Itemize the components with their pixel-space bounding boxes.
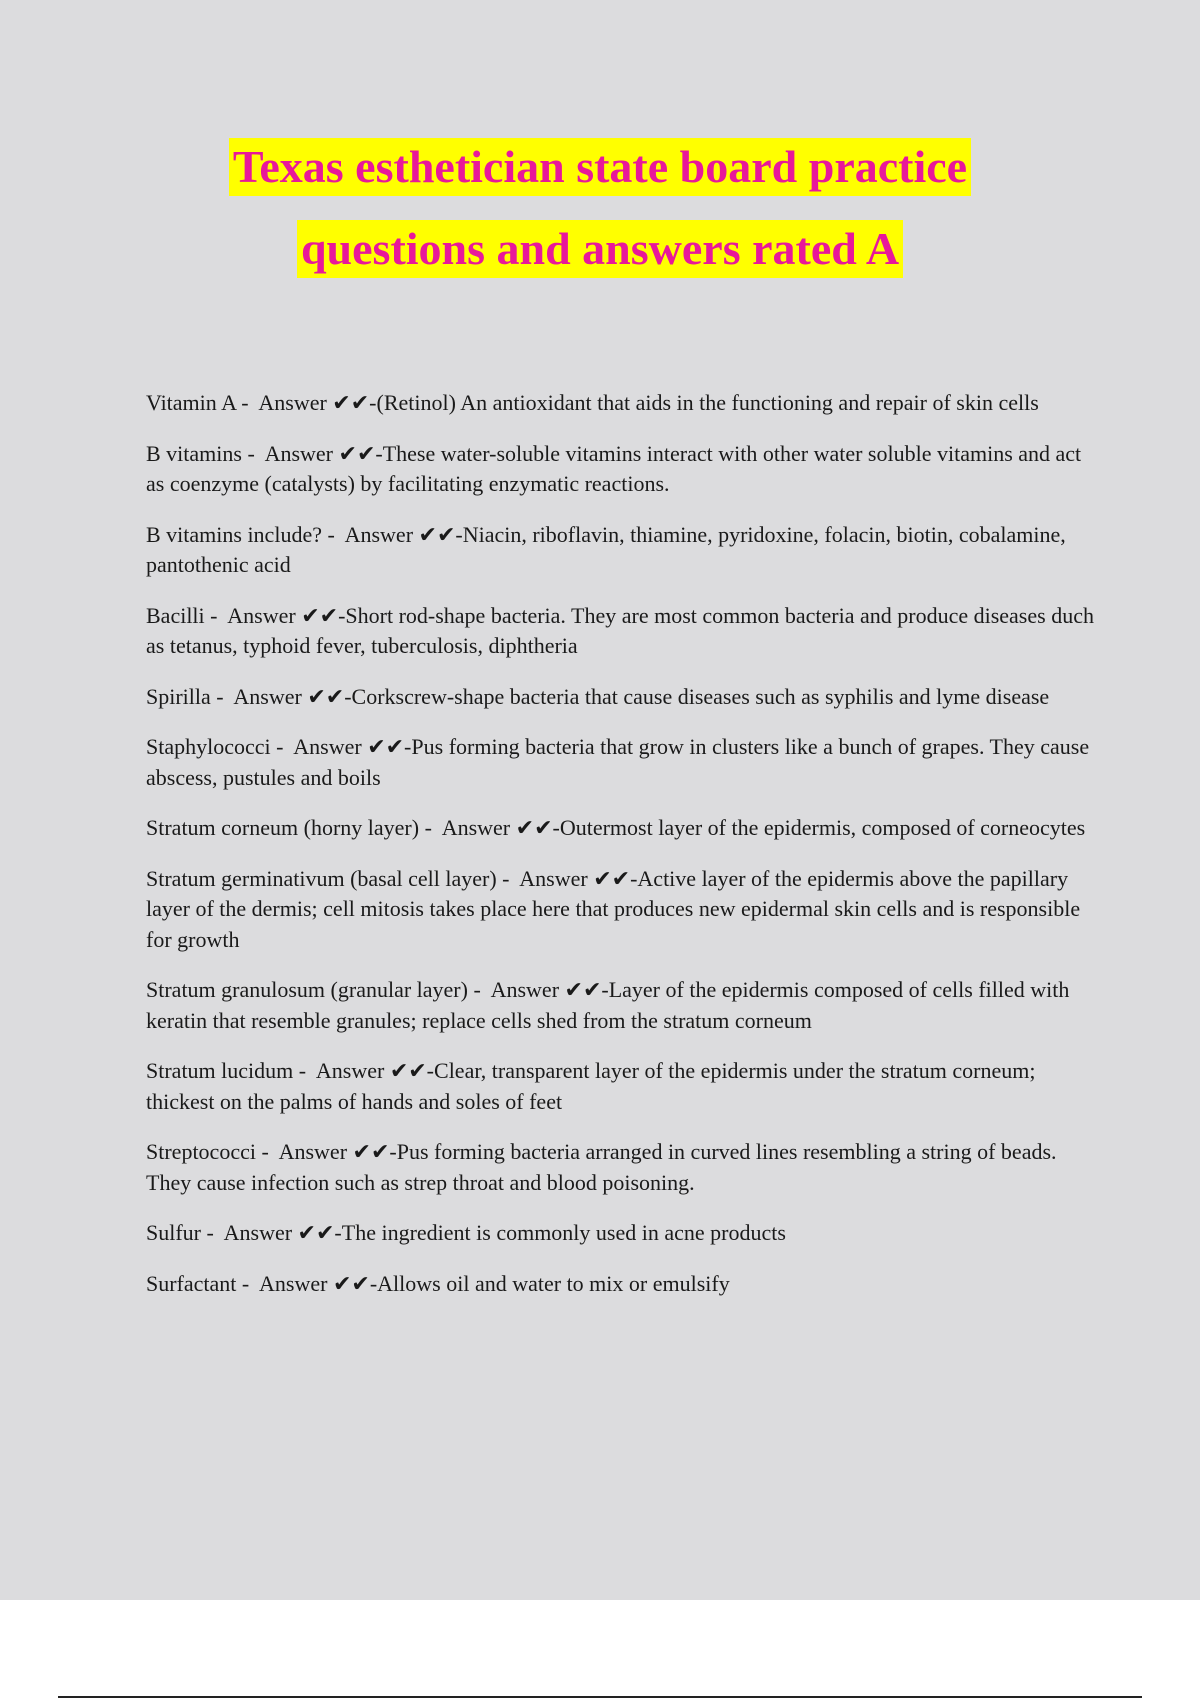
qa-answer: Niacin, riboflavin, thiamine, pyridoxine, folacin, biotin, cobalamine, pantothenic acid (146, 521, 1066, 577)
qa-answer: Pus forming bacteria that grow in clusters like a bunch of grapes. They cause abscess, pustules and boils (146, 734, 1090, 790)
qa-separator: - (204, 602, 228, 628)
qa-term: Staphylococci (146, 734, 271, 759)
qa-term: Vitamin A (146, 390, 236, 415)
qa-list (146, 388, 1096, 1319)
qa-answer: Pus forming bacteria arranged in curved lines resembling a string of beads. They cause infection such as strep throat and blood poisoning. (146, 1139, 1057, 1195)
qa-term: Stratum corneum (horny layer) (146, 815, 420, 840)
answer-marker: Answer ✔✔- (223, 1220, 342, 1245)
answer-marker: Answer ✔✔- (264, 440, 383, 466)
qa-answer: Layer of the epidermis composed of cells filled with keratin that resemble granules; replace cells shed from the stratum corneum (146, 977, 1070, 1033)
qa-item (146, 1269, 1096, 1300)
qa-term: Stratum germinativum (basal cell layer) (146, 865, 497, 891)
qa-answer: (Retinol) An antioxidant that aids in the functioning and repair of skin cells (376, 390, 1039, 415)
answer-marker: Answer ✔✔- (258, 390, 377, 415)
qa-answer: Corkscrew-shape bacteria that cause diseases such as syphilis and lyme disease (351, 683, 1050, 709)
qa-item (146, 1137, 1096, 1198)
qa-separator: - (467, 977, 491, 1002)
qa-answer: Active layer of the epidermis above the papillary layer of the dermis; cell mitosis takes place here that produces new epidermal skin cells and is responsible for growth (146, 865, 1081, 952)
qa-term: Spirilla (146, 683, 211, 709)
qa-item (146, 732, 1096, 793)
answer-marker: Answer ✔✔- (441, 815, 560, 840)
answer-marker: Answer ✔✔- (519, 865, 638, 891)
qa-item (146, 1056, 1096, 1117)
qa-item (146, 864, 1096, 956)
qa-item (146, 682, 1096, 713)
qa-separator: - (235, 390, 259, 415)
qa-separator: - (210, 683, 234, 709)
qa-separator: - (321, 521, 345, 547)
qa-separator: - (201, 1220, 224, 1245)
answer-marker: Answer ✔✔- (344, 521, 463, 547)
answer-marker: Answer ✔✔- (233, 683, 352, 709)
qa-item (146, 601, 1096, 662)
answer-marker: Answer ✔✔- (315, 1058, 435, 1083)
qa-term: Stratum granulosum (granular layer) (146, 977, 468, 1002)
qa-separator: - (255, 1139, 279, 1164)
qa-separator: - (496, 865, 520, 891)
document-title (0, 138, 1200, 302)
qa-separator: - (293, 1058, 316, 1083)
qa-term: B vitamins (146, 440, 242, 466)
qa-item (146, 439, 1096, 500)
qa-item (146, 388, 1096, 419)
qa-term: Stratum lucidum (146, 1058, 294, 1083)
qa-separator: - (419, 815, 442, 840)
qa-answer: Allows oil and water to mix or emulsify (377, 1270, 730, 1296)
qa-item (146, 975, 1096, 1036)
answer-marker: Answer ✔✔- (259, 1270, 378, 1296)
qa-term: B vitamins include? (146, 521, 322, 547)
qa-separator: - (236, 1270, 260, 1296)
answer-marker: Answer ✔✔- (293, 734, 412, 759)
answer-marker: Answer ✔✔- (227, 602, 346, 628)
qa-item (146, 1218, 1096, 1249)
answer-marker: Answer ✔✔- (490, 977, 609, 1002)
qa-term: Sulfur (146, 1220, 201, 1245)
qa-term: Bacilli (146, 602, 205, 628)
qa-answer: Clear, transparent layer of the epidermis under the stratum corneum; thickest on the palms of hands and soles of feet (146, 1058, 1036, 1114)
footer-divider (58, 1696, 1142, 1698)
qa-answer: The ingredient is commonly used in acne products (341, 1220, 786, 1245)
qa-term: Streptococci (146, 1139, 256, 1164)
qa-separator: - (270, 734, 294, 759)
title-line-2: questions and answers rated A (297, 220, 903, 278)
qa-item (146, 520, 1096, 581)
qa-item (146, 813, 1096, 844)
title-line-1: Texas esthetician state board practice (229, 138, 971, 196)
answer-marker: Answer ✔✔- (278, 1139, 397, 1164)
qa-answer: Short rod-shape bacteria. They are most common bacteria and produce diseases duch as tetanus, typhoid fever, tuberculosis, diphtheria (146, 602, 1094, 658)
qa-answer: These water-soluble vitamins interact with other water soluble vitamins and act as coenzyme (catalysts) by facilitating enzymatic reactions. (146, 440, 1082, 496)
qa-term: Surfactant (146, 1270, 237, 1296)
qa-answer: Outermost layer of the epidermis, composed of corneocytes (559, 815, 1086, 840)
qa-separator: - (241, 440, 265, 466)
